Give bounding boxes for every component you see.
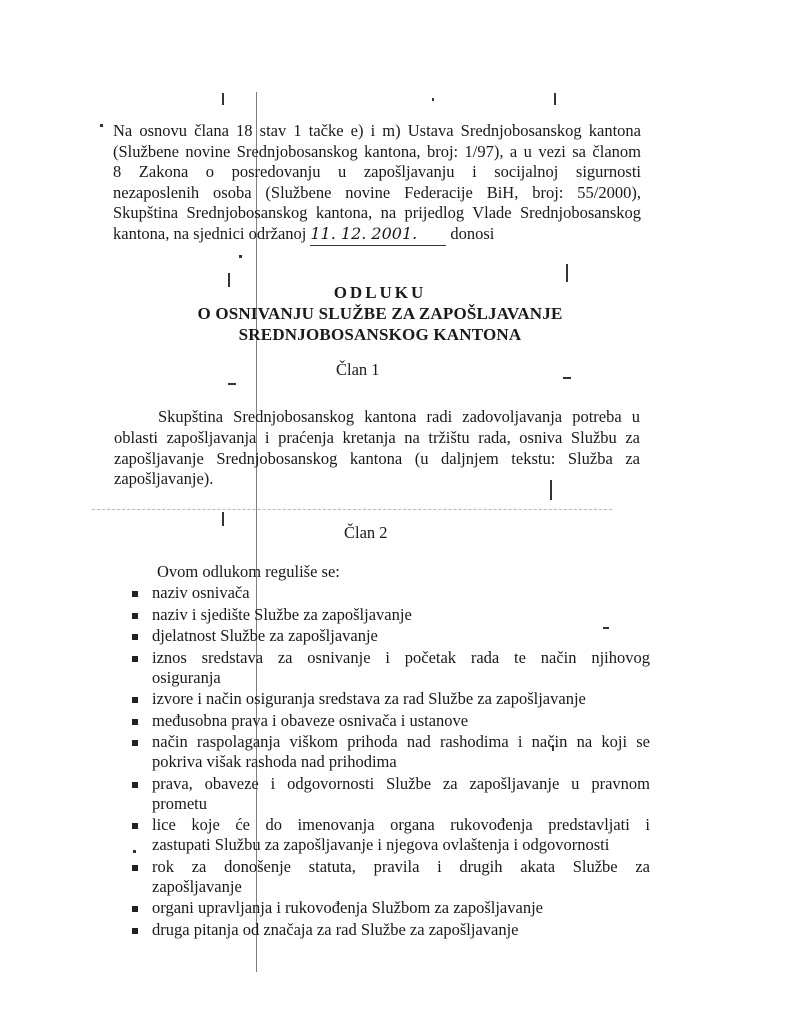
list-item-text: izvore i način osiguranja sredstava za rad Službe za zapošljavanje — [152, 689, 586, 708]
article-2-bullet-list — [130, 583, 650, 941]
list-item-text: naziv i sjedište Službe za zapošljavanje — [152, 604, 412, 624]
title-line-2: O OSNIVANJU SLUŽBE ZA ZAPOŠLJAVANJE — [197, 304, 563, 323]
list-item-text: način raspolaganja viškom prihoda nad rashodima i način na koji se — [152, 732, 650, 751]
list-item — [130, 732, 650, 772]
preamble-line: Skupština Srednjobosanskog kantona, na prijedlog Vlade Srednjobosanskog — [113, 203, 641, 223]
preamble-last-line — [113, 224, 641, 246]
article-1-body — [114, 407, 640, 490]
preamble-last-prefix: kantona, na sjednici održanoj — [113, 223, 307, 243]
list-item-text: druga pitanja od značaja za rad Službe za zapošljavanje — [152, 919, 519, 939]
article-1-heading: Član 1 — [336, 360, 380, 379]
title-line-3: SREDNJOBOSANSKOG KANTONA — [238, 325, 522, 344]
list-item-text: zapošljavanje — [152, 876, 242, 896]
preamble-last-suffix: donosi — [450, 223, 495, 243]
list-item — [130, 605, 650, 625]
scan-speck — [554, 93, 556, 105]
scan-speck — [566, 264, 568, 282]
scan-speck — [228, 383, 236, 385]
handwritten-date: 11. 12. 2001. — [310, 224, 446, 246]
preamble-line: Na osnovu člana 18 stav 1 tačke e) i m) Ustava Srednjobosanskog kantona — [113, 121, 641, 140]
article-2-intro: Ovom odlukom reguliše se: — [157, 562, 340, 581]
preamble-line: nezaposlenih osoba (Službene novine Federacije BiH, broj: 55/2000), — [113, 182, 641, 202]
article-1-line: zapošljavanje). — [114, 469, 214, 489]
list-item — [130, 648, 650, 688]
list-item — [130, 711, 650, 731]
scan-speck — [432, 98, 434, 101]
list-item-text: pokriva višak rashoda nad prihodima — [152, 752, 397, 771]
preamble-line: (Službene novine Srednjobosanskog kantona, broj: 1/97), a u vezi sa članom — [113, 141, 641, 161]
scan-speck — [222, 512, 224, 526]
list-item-text: lice koje će do imenovanja organa rukovođenja predstavljati i — [152, 815, 650, 834]
list-item-text: međusobna prava i obaveze osnivača i ustanove — [152, 710, 469, 730]
list-item — [130, 689, 650, 709]
preamble-paragraph — [113, 121, 641, 246]
decision-title — [150, 282, 610, 345]
list-item-text: organi upravljanja i rukovođenja Službom za zapošljavanje — [152, 898, 543, 917]
article-1-line: oblasti zapošljavanja i praćenja kretanja na tržištu rada, osniva Službu za — [114, 427, 640, 447]
scan-speck — [100, 124, 103, 127]
article-1-line: zapošljavanje Srednjobosanskog kantona (u daljnjem tekstu: Služba za — [114, 448, 640, 468]
list-item-text: djelatnost Službe za zapošljavanje — [152, 626, 378, 645]
article-1-line: Skupština Srednjobosanskog kantona radi zadovoljavanja potreba u — [158, 407, 640, 426]
list-item-text: prometu — [152, 793, 207, 813]
list-item — [130, 583, 650, 603]
list-item — [130, 815, 650, 855]
list-item-text: iznos sredstava za osnivanje i početak rada te način njihovog — [152, 647, 650, 667]
list-item-text: naziv osnivača — [152, 583, 250, 602]
list-item-text: prava, obaveze i odgovornosti Službe za zapošljavanje u pravnom — [152, 773, 650, 793]
scan-crease-line — [92, 509, 612, 510]
scan-speck — [222, 93, 224, 105]
list-item — [130, 626, 650, 646]
list-item-text: rok za donošenje statuta, pravila i drugih akata Službe za — [152, 856, 650, 876]
title-line-1: ODLUKU — [333, 283, 427, 302]
list-item — [130, 774, 650, 814]
preamble-line: 8 Zakona o posredovanju u zapošljavanju i socijalnoj sigurnosti — [113, 162, 641, 182]
article-2-heading: Član 2 — [344, 523, 388, 542]
list-item — [130, 857, 650, 897]
scan-speck — [239, 255, 242, 258]
list-item — [130, 898, 650, 918]
list-item — [130, 920, 650, 940]
scan-speck — [563, 377, 571, 379]
list-item-text: zastupati Službu za zapošljavanje i njegova ovlaštenja i odgovornosti — [152, 835, 610, 854]
list-item-text: osiguranja — [152, 667, 221, 687]
